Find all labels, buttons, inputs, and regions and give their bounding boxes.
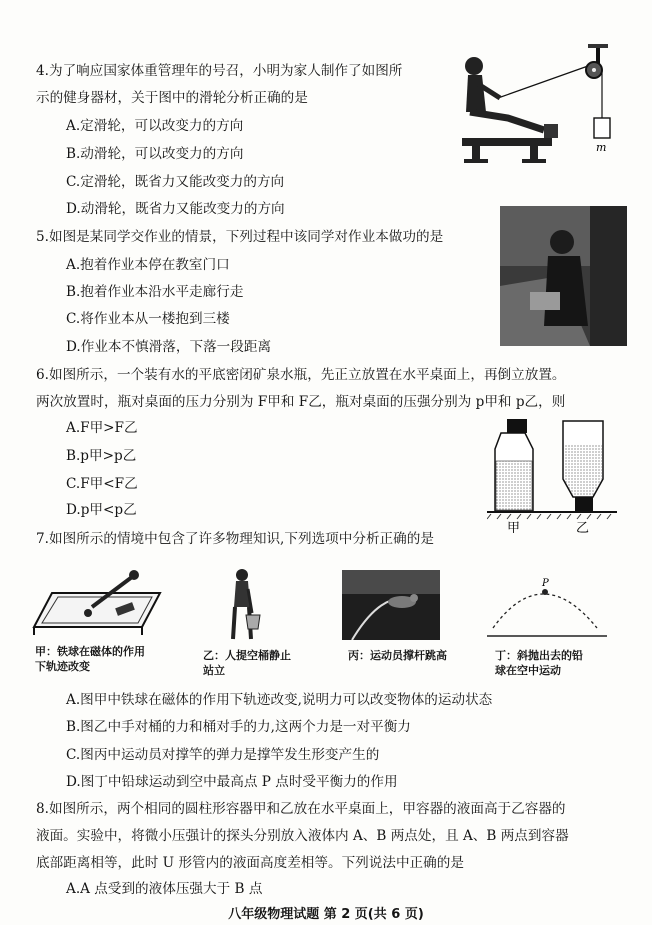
- q4-stem-line2: 示的健身器材，关于图中的滑轮分析正确的是: [36, 90, 308, 106]
- q7-option-a: A.图甲中铁球在磁体的作用下轨迹改变,说明力可以改变物体的运动状态: [66, 692, 493, 708]
- q7-option-c: C.图丙中运动员对撑竿的弹力是撑竿发生形变产生的: [66, 747, 380, 763]
- q7-stem: 7.如图所示的情境中包含了许多物理知识,下列选项中分析正确的是: [36, 531, 434, 547]
- q6-bottles-figure: [487, 415, 617, 533]
- q6-label-jia: 甲: [507, 521, 521, 533]
- q7-caption-yi-line1: 乙：人提空桶静止: [203, 649, 291, 662]
- q4-option-d: D.动滑轮，既省力又能改变力的方向: [66, 201, 285, 217]
- q7-fig-ding-projectile: [487, 570, 607, 640]
- q5-option-b: B.抱着作业本沿水平走廊行走: [66, 284, 244, 300]
- q5-homework-photo: [500, 206, 627, 346]
- q7-option-b: B.图乙中手对桶的力和桶对手的力,这两个力是一对平衡力: [66, 719, 411, 735]
- q6-option-b: B.p甲>p乙: [66, 448, 137, 464]
- q7-fig-jia-magnet-track: [32, 567, 172, 637]
- q4-mass-label: m: [596, 141, 607, 154]
- q6-stem-line1: 6.如图所示，一个装有水的平底密闭矿泉水瓶，先正立放置在水平桌面上，再倒立放置。: [36, 367, 566, 383]
- q7-caption-jia-line1: 甲：铁球在磁体的作用: [35, 645, 145, 658]
- q5-option-d: D.作业本不慎滑落，下落一段距离: [66, 339, 272, 355]
- q5-option-a: A.抱着作业本停在教室门口: [66, 257, 230, 273]
- q6-option-d: D.p甲<p乙: [66, 502, 137, 518]
- q7-caption-yi-line2: 站立: [203, 664, 225, 677]
- q6-option-a: A.F甲>F乙: [66, 420, 138, 436]
- q7-caption-ding-line1: 丁：斜抛出去的铅: [495, 649, 583, 662]
- q5-stem: 5.如图是某同学交作业的情景，下列过程中该同学对作业本做功的是: [36, 229, 444, 245]
- q6-stem-line2: 两次放置时，瓶对桌面的压力分别为 F甲和 F乙，瓶对桌面的压强分别为 p甲和 p乙，则: [36, 394, 566, 410]
- q7-option-d: D.图丁中铅球运动到空中最高点 P 点时受平衡力的作用: [66, 774, 398, 790]
- q8-stem-line1: 8.如图所示，两个相同的圆柱形容器甲和乙放在水平桌面上，甲容器的液面高于乙容器的: [36, 801, 566, 817]
- q5-option-c: C.将作业本从一楼抱到三楼: [66, 311, 230, 327]
- q8-stem-line2: 液面。实验中，将微小压强计的探头分别放入液体内 A、B 两点处，且 A、B 两点到容器: [36, 828, 569, 844]
- q4-fitness-pulley-figure: [448, 42, 628, 167]
- q8-option-a: A.A 点受到的液体压强大于 B 点: [66, 881, 263, 897]
- q4-option-a: A.定滑轮，可以改变力的方向: [66, 118, 244, 134]
- q4-stem-line1: 4.为了响应国家体重管理年的号召，小明为家人制作了如图所: [36, 63, 403, 79]
- q8-stem-line3: 底部距离相等，此时 U 形管内的液面高度差相等。下列说法中正确的是: [36, 855, 464, 871]
- q6-option-c: C.F甲<F乙: [66, 476, 138, 492]
- q7-caption-bing: 丙：运动员撑杆跳高: [348, 649, 447, 662]
- q6-label-yi: 乙: [576, 521, 590, 533]
- q7-fig-bing-pole-vault: [342, 570, 440, 640]
- page-footer: 八年级物理试题 第 2 页(共 6 页): [228, 907, 424, 922]
- q4-option-c: C.定滑轮，既省力又能改变力的方向: [66, 174, 285, 190]
- q7-fig-yi-person-bucket: [222, 567, 262, 643]
- q4-option-b: B.动滑轮，可以改变力的方向: [66, 146, 244, 162]
- q7-caption-jia-line2: 下轨迹改变: [35, 660, 90, 673]
- q7-point-p-label: P: [542, 578, 549, 589]
- q7-caption-ding-line2: 球在空中运动: [495, 664, 561, 677]
